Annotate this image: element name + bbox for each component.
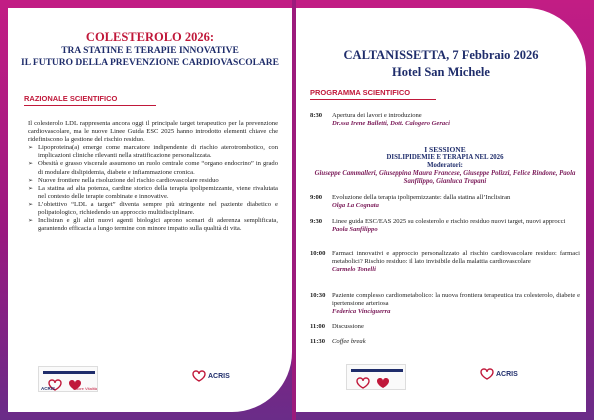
moderators-label: Moderatori:	[427, 162, 463, 169]
event-venue: Hotel San Michele	[392, 65, 490, 79]
program-time: 11:00	[310, 323, 326, 330]
sponsor-logo-2	[192, 370, 230, 382]
sponsor-logo-1	[38, 366, 98, 392]
program-item	[310, 194, 580, 210]
program-item	[310, 292, 580, 316]
program-item	[310, 250, 580, 274]
bullet-list	[28, 144, 278, 233]
program-item	[310, 112, 580, 128]
acris-label: ACRIS	[496, 370, 518, 378]
session-subtitle: DISLIPIDEMIE E TERAPIA NEL 2026	[386, 154, 504, 161]
program-topic: Linee guida ESC/EAS 2025 su colesterolo e rischio residuo nuovi target, nuovi approcci	[332, 218, 566, 225]
heart-icon	[480, 368, 494, 380]
program-topic: Apertura dei lavori e introduzione	[332, 112, 422, 119]
section-heading-razionale: RAZIONALE SCIENTIFICO	[24, 94, 118, 103]
bullet-item: ➢ Inclisiran e gli altri nuovi agenti biologici aprono scenari di aderenza semplificata, garantendo efficacia a lungo termine con minore impatto sulla qualità di vita.	[28, 217, 278, 233]
moderators-list: Giuseppe Cammalleri, Giuseppina Maura Francese, Giuseppe Polizzi, Felice Rindone, Paola Sanfilippo, Gianluca Trapani	[314, 170, 576, 185]
razionale-body	[28, 120, 278, 233]
program-speaker: Olga La Cognata	[332, 202, 379, 209]
program-topic: Paziente complesso cardiometabolico: la nuova frontiera terapeutica tra colesterolo, diabete e ipertensione arteriosa	[332, 292, 580, 307]
program-time: 9:30	[310, 218, 323, 225]
sponsor-logo-2	[480, 368, 518, 380]
heart-icon	[192, 370, 206, 382]
logo-image	[38, 366, 98, 392]
logo-subtext: Cuore Vitalità	[73, 386, 97, 391]
sponsor-logo-1	[346, 364, 406, 390]
bullet-item: ➢ L’obiettivo “LDL a target” diventa sempre più stringente nel paziente diabetico e polipatologico, richiedendo un approccio multidisciplinare.	[28, 201, 278, 217]
acris-logo	[192, 370, 230, 382]
session-title: I SESSIONE	[424, 145, 466, 154]
logo-text: ACRIS	[41, 386, 56, 391]
event-subtitle-1: TRA STATINE E TERAPIE INNOVATIVE	[61, 46, 239, 56]
bullet-item: ➢ La statina ad alta potenza, cardine storico della terapia ipolipemizzante, viene rivalutata nel contesto delle terapie combinate e innovative.	[28, 185, 278, 201]
program-speaker: Dr.ssa Irene Balletti, Dott. Calogero Geraci	[332, 120, 450, 127]
session-block	[310, 146, 580, 186]
bullet-item: ➢ Lipoproteina(a) emerge come marcatore indipendente di rischio aterotrombotico, con implicazioni cliniche rilevanti nella stratificazione personalizzata.	[28, 144, 278, 160]
heart-logo-icon	[347, 365, 407, 391]
program-speaker: Paola Sanfilippo	[332, 226, 378, 233]
event-subtitle-2: IL FUTURO DELLA PREVENZIONE CARDIOVASCOLARE	[21, 58, 279, 68]
section-heading-programma: PROGRAMMA SCIENTIFICO	[310, 88, 411, 97]
program-time: 10:30	[310, 292, 326, 299]
program-topic: Evoluzione della terapia ipolipemizzante: dalla statina all’Inclisiran	[332, 194, 511, 201]
bullet-item: ➢ Nuove frontiere nella risoluzione del rischio cardiovascolare residuo	[28, 177, 278, 185]
left-page	[8, 8, 292, 412]
program-time: 10:00	[310, 250, 326, 257]
event-title: COLESTEROLO 2026:	[85, 30, 215, 44]
program-time: 11:30	[310, 338, 326, 345]
program-time: 9:00	[310, 194, 323, 201]
program-item	[310, 338, 580, 346]
acris-logo	[480, 368, 518, 380]
program-item	[310, 323, 580, 331]
intro-paragraph: Il colesterolo LDL rappresenta ancora oggi il principale target terapeutico per la prevenzione cardiovascolare, ma le nuove Linee Guida ESC 2025 hanno introdotto elementi chiave che ridefiniscono la gestione del rischio residuo.	[28, 120, 278, 144]
program-time: 8:30	[310, 112, 323, 119]
right-page	[296, 8, 586, 412]
program-speaker: Carmelo Tonelli	[332, 266, 376, 273]
program-topic: Farmaci innovativi e approccio personalizzato al rischio cardiovascolare residuo: farmaci metabolici? Rischio residuo: il lato invisibile della malattia cardiovascolare	[332, 250, 580, 265]
event-city-date: CALTANISSETTA, 7 Febbraio 2026	[343, 48, 539, 62]
logo-image	[346, 364, 406, 390]
section-rule	[310, 99, 436, 100]
program-topic: Discussione	[332, 323, 364, 330]
program-topic: Coffee break	[332, 338, 366, 345]
program-speaker: Federica Vinciguerra	[332, 308, 391, 315]
program-item	[310, 218, 580, 234]
acris-label: ACRIS	[208, 372, 230, 380]
bullet-item: ➢ Obesità e grasso viscerale assumono un ruolo centrale come “organo endocrino” in grado di modulare dislipidemia, diabete e infiammazione cronica.	[28, 160, 278, 176]
section-rule	[24, 105, 156, 106]
